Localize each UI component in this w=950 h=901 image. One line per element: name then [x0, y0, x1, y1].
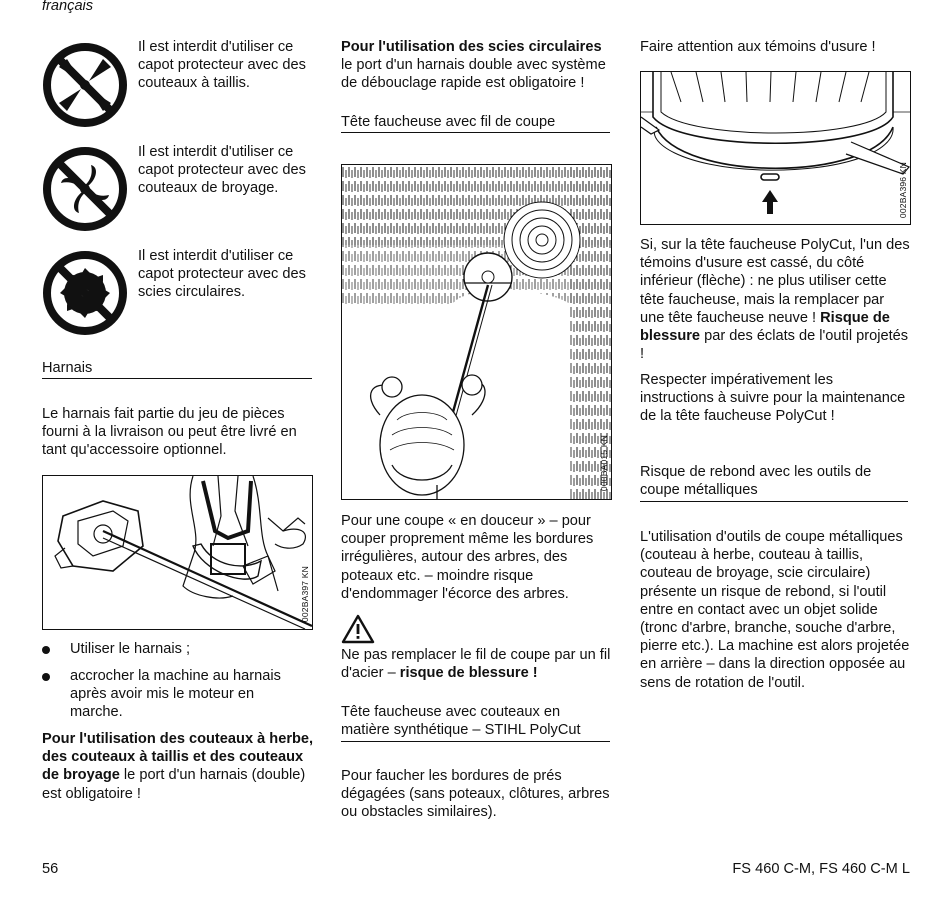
language-label: français — [42, 0, 94, 14]
harness-heading: Harnais — [42, 359, 312, 379]
warning-bold-text: risque de blessure ! — [399, 665, 538, 682]
saws-bold-text: Pour l'utilisation des scies circulaires — [341, 39, 602, 55]
bullet-dot — [42, 646, 50, 654]
wear-text-2: par des éclats de l'outil projetés ! — [640, 328, 909, 363]
harness-text: Le harnais fait partie du jeu de pièces fourni à la livraison ou peut être livré en tant qu'accessoire optionnel. — [42, 406, 297, 459]
page-number: 56 — [42, 861, 59, 877]
warning-triangle-icon — [341, 614, 375, 644]
kickback-text: L'utilisation d'outils de coupe métalliques (couteau à herbe, couteau à taillis, couteau de broyage, scie circulaire) présente un risque de rebond, si l'outil entre en contact avec un objet solide (tronc d'arbre, branche, souche d'arbre, pierre etc.). La machine est alors projetée en arrière – dans la direction opposée au sens de rotation de l'outil. — [640, 529, 910, 691]
blades-rest-text: le port d'un harnais (double) est obligatoire ! — [42, 767, 306, 802]
soft-cut-text: Pour une coupe « en douceur » – pour couper proprement même les bordures irrégulières, autour des arbres, des poteaux etc. – moindre risque d'endommager l'écorce des arbres. — [341, 513, 594, 602]
polycut-heading: Tête faucheuse avec couteaux en matière synthétique – STIHL PolyCut — [341, 703, 610, 742]
maintenance-text: Respecter impérativement les instructions à suivre pour la maintenance de la tête faucheuse PolyCut ! — [640, 372, 906, 425]
figure-code-wear: 002BA396 KN — [898, 162, 908, 219]
figure-code-harness: 002BA397 KN — [300, 566, 310, 623]
model-name: FS 460 C-M, FS 460 C-M L — [732, 861, 910, 877]
trimming-illustration — [342, 165, 611, 499]
sign-text-brush-knife: Il est interdit d'utiliser ce capot protecteur avec des couteaux à taillis. — [138, 39, 306, 92]
saws-rest-text: le port d'un harnais double avec système de débouclage rapide est obligatoire ! — [341, 57, 606, 92]
steel-wire-warning-text — [341, 646, 613, 682]
polycut-text: Pour faucher les bordures de prés dégagées (sans poteaux, clôtures, arbres ou obstacles similaires). — [341, 768, 610, 821]
line-head-heading: Tête faucheuse avec fil de coupe — [341, 113, 610, 133]
harness-illustration — [43, 476, 312, 629]
circular-saw-harness-text — [341, 38, 613, 93]
wear-indicator-figure — [640, 71, 911, 225]
line-head-figure — [341, 164, 612, 500]
wear-indicator-text — [640, 236, 910, 363]
polycut-head-illustration — [641, 72, 910, 224]
warning-text: Ne pas remplacer le fil de coupe par un fil d'acier – — [341, 647, 611, 682]
no-circular-saw-icon — [42, 250, 128, 336]
wear-bold-text: Risque de blessure — [640, 309, 890, 345]
sign-text-circular-saw: Il est interdit d'utiliser ce capot protecteur avec des scies circulaires. — [138, 248, 306, 301]
blades-harness-text — [42, 730, 314, 803]
bullet-item-harness: Utiliser le harnais ; — [70, 641, 191, 657]
bullet-dot — [42, 673, 50, 681]
bullet-item-attach: accrocher la machine au harnais après avoir mis le moteur en marche. — [70, 668, 281, 721]
blades-bold-text: Pour l'utilisation des couteaux à herbe, des couteaux à taillis et des couteaux de broyage — [42, 731, 314, 784]
kickback-heading: Risque de rebond avec les outils de coupe métalliques — [640, 463, 908, 502]
no-grass-cutting-blade-icon — [42, 42, 128, 128]
wear-text-1: Si, sur la tête faucheuse PolyCut, l'un des témoins d'usure est cassé, du côté inférieur (flèche) : ne plus utiliser cette tête faucheuse, mais la remplacer par une tête faucheuse neuve ! — [640, 237, 910, 326]
wear-heading: Faire attention aux témoins d'usure ! — [640, 39, 876, 55]
harness-figure — [42, 475, 313, 630]
sign-text-shredder-blade: Il est interdit d'utiliser ce capot protecteur avec des couteaux de broyage. — [138, 144, 306, 197]
figure-code-line-head: 000BA015 KN — [599, 435, 609, 492]
no-shredder-blade-icon — [42, 146, 128, 232]
